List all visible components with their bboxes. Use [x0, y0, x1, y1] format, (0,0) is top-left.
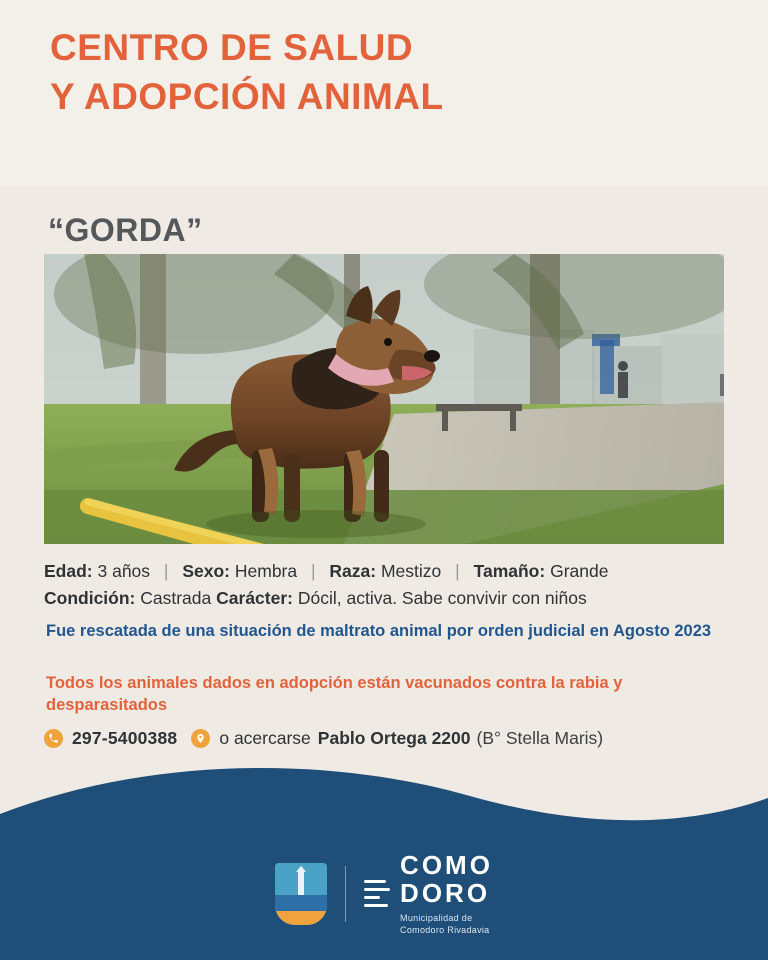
tamano-value: Grande [550, 561, 609, 581]
brand-bottom: DORO [400, 877, 491, 908]
title-line-2: Y ADOPCIÓN ANIMAL [50, 75, 444, 117]
comodoro-rivadavia-crest [275, 863, 327, 925]
footer-band [0, 840, 768, 960]
contact-connector: o acercarse [219, 728, 311, 748]
attributes-row-1 [44, 558, 734, 585]
phone-number[interactable]: 297-5400388 [72, 728, 178, 748]
brand-block [364, 849, 493, 936]
address-neighborhood: (B° Stella Maris) [476, 728, 604, 748]
sexo-label: Sexo: [182, 561, 230, 581]
brand-text [400, 849, 493, 936]
pet-photo-illustration [44, 254, 724, 544]
attributes-row-2 [44, 585, 734, 612]
raza-value: Mestizo [380, 561, 442, 581]
title-line-1: CENTRO DE SALUD [50, 27, 414, 68]
brand-top: COMO [400, 849, 493, 880]
edad-label: Edad: [44, 561, 93, 581]
sexo-value: Hembra [234, 561, 298, 581]
logo-divider [345, 866, 346, 922]
document-lines-icon [364, 878, 390, 910]
attributes-block [44, 558, 734, 612]
brand-subtitle-line-2: Comodoro Rivadavia [400, 924, 490, 935]
separator-2: | [311, 561, 316, 581]
vaccination-note: Todos los animales dados en adopción están vacunados contra la rabia y desparasitados [46, 674, 623, 715]
address: Pablo Ortega 2200 [317, 728, 471, 748]
pet-name: “GORDA” [48, 212, 203, 248]
header-band [0, 0, 768, 186]
rescue-note: Fue rescatada de una situación de maltrato animal por orden judicial en Agosto 2023 [46, 622, 712, 640]
tamano-label: Tamaño: [473, 561, 546, 581]
raza-label: Raza: [329, 561, 377, 581]
separator-3: | [455, 561, 460, 581]
caracter-label: Carácter: [216, 588, 293, 609]
separator-1: | [163, 561, 169, 581]
footer-logo-group [0, 849, 768, 936]
brand-subtitle-line-1: Municipalidad de [400, 912, 473, 923]
condicion-label: Condición: [44, 588, 136, 609]
caracter-value: Dócil, activa. Sabe convivir con niños [297, 588, 587, 609]
edad-value: 3 años [97, 561, 151, 581]
page-title [50, 24, 710, 122]
pet-photo [44, 254, 724, 544]
condicion-value: Castrada [140, 588, 212, 609]
